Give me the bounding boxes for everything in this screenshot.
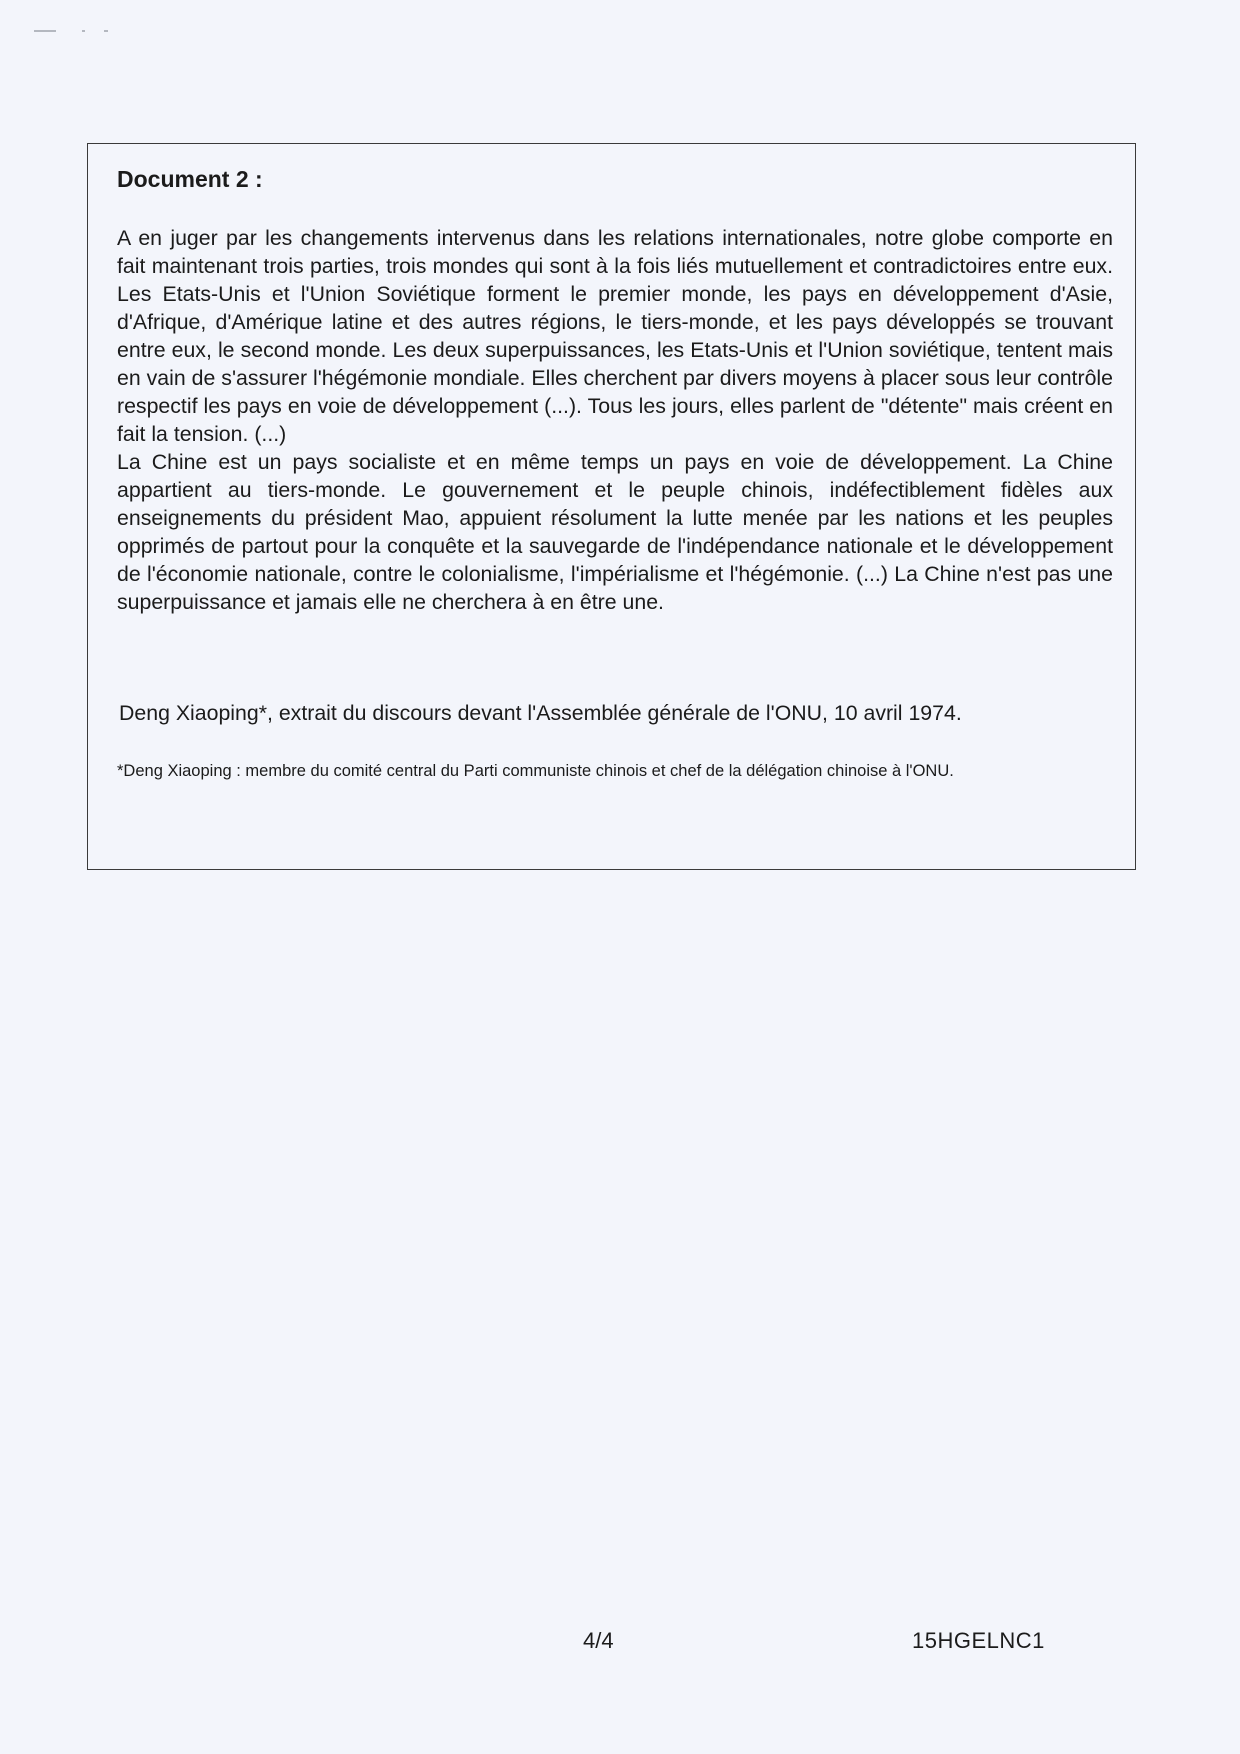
document-paragraph: A en juger par les changements intervenus dans les relations internationales, notre globe comporte en fait maintenant trois parties, trois mondes qui sont à la fois liés mutuellement et contradictoires entre eux. Les Etats-Unis et l'Union Soviétique forment le premier monde, les pays en développement d'Asie, d'Afrique, d'Amérique latine et des autres régions, le tiers-monde, et les pays développés se trouvant entre eux, le second monde. Les deux superpuissances, les Etats-Unis et l'Union soviétique, tentent mais en vain de s'assurer l'hégémonie mondiale. Elles cherchent par divers moyens à placer sous leur contrôle respectif les pays en voie de développement (...). Tous les jours, elles parlent de "détente" mais créent en fait la tension. (...) <box>117 226 1113 446</box>
document-footnote: *Deng Xiaoping : membre du comité central du Parti communiste chinois et chef de la délégation chinoise à l'ONU. <box>117 762 954 780</box>
document-frame <box>87 143 1136 870</box>
scan-artifact <box>34 30 114 36</box>
document-source: Deng Xiaoping*, extrait du discours devant l'Assemblée générale de l'ONU, 10 avril 1974. <box>119 701 962 725</box>
page-number: 4/4 <box>583 1628 614 1653</box>
document-paragraph: La Chine est un pays socialiste et en même temps un pays en voie de développement. La Chine appartient au tiers-monde. Le gouvernement et le peuple chinois, indéfectiblement fidèles aux enseignements du président Mao, appuient résolument la lutte menée par les nations et les peuples opprimés de partout pour la conquête et la sauvegarde de l'indépendance nationale et le développement de l'économie nationale, contre le colonialisme, l'impérialisme et l'hégémonie. (...) La Chine n'est pas une superpuissance et jamais elle ne cherchera à en être une. <box>117 450 1113 614</box>
document-body <box>117 224 1113 616</box>
exam-code: 15HGELNC1 <box>912 1628 1045 1653</box>
document-title: Document 2 : <box>117 166 263 192</box>
